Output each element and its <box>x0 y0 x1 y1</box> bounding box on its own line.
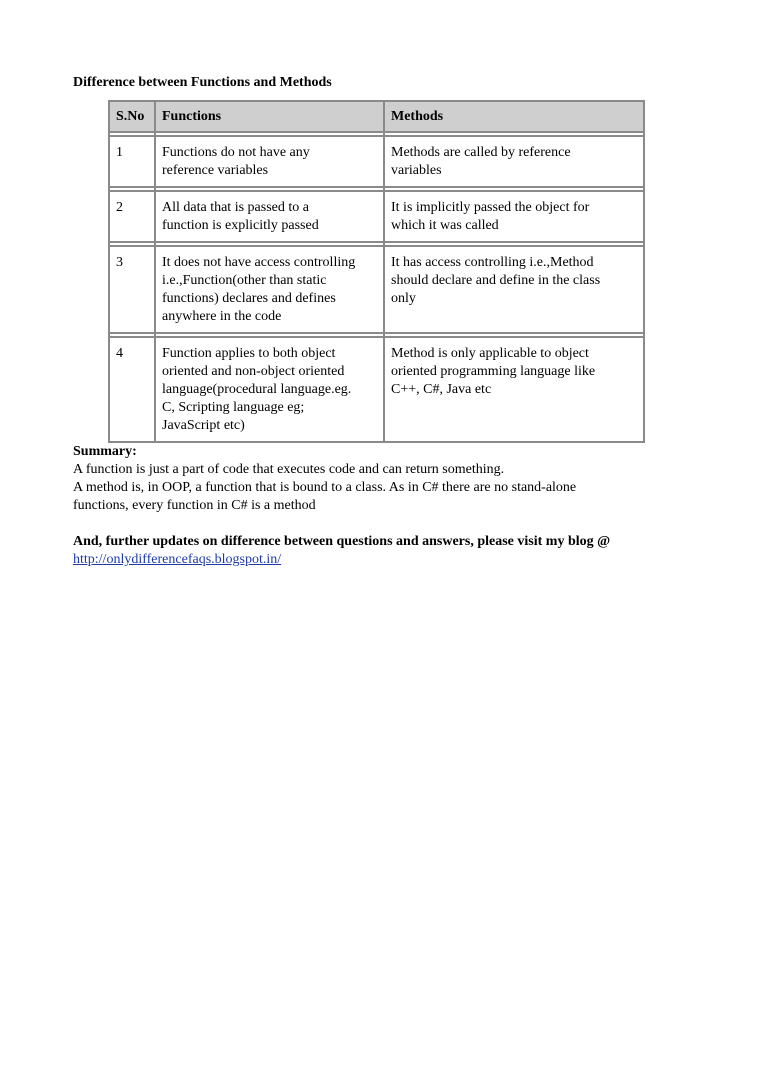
footer-note-text: And, further updates on difference between questions and answers, please visit my blog @ <box>73 534 611 549</box>
blog-link[interactable]: http://onlydifferencefaqs.blogspot.in/ <box>73 552 282 567</box>
document-title: Difference between Functions and Methods <box>73 75 332 90</box>
header-methods: Methods <box>384 101 644 132</box>
cell-methods: It is implicitly passed the object for which it was called <box>384 191 644 242</box>
cell-sno: 1 <box>109 136 155 187</box>
cell-functions: Functions do not have any reference variables <box>155 136 384 187</box>
table-row <box>109 136 644 187</box>
cell-functions: It does not have access controlling i.e.,Function(other than static functions) declares and defines anywhere in the code <box>155 246 384 333</box>
summary-heading: Summary: <box>73 444 137 459</box>
cell-sno: 2 <box>109 191 155 242</box>
table-header-row <box>109 101 644 132</box>
cell-methods: Methods are called by reference variables <box>384 136 644 187</box>
cell-methods: It has access controlling i.e.,Method should declare and define in the class only <box>384 246 644 333</box>
summary-line: A function is just a part of code that executes code and can return something. <box>73 462 505 477</box>
table-row <box>109 337 644 442</box>
comparison-table <box>108 100 645 443</box>
cell-functions: All data that is passed to a function is explicitly passed <box>155 191 384 242</box>
cell-methods: Method is only applicable to object oriented programming language like C++, C#, Java etc <box>384 337 644 442</box>
header-sno: S.No <box>109 101 155 132</box>
header-functions: Functions <box>155 101 384 132</box>
footer-note <box>73 533 713 569</box>
summary-line: A method is, in OOP, a function that is bound to a class. As in C# there are no stand-alone functions, every function in C# is a method <box>73 480 577 513</box>
summary-section <box>73 443 713 515</box>
cell-functions: Function applies to both object oriented and non-object oriented language(procedural language.eg. C, Scripting language eg; JavaScript etc) <box>155 337 384 442</box>
table-row <box>109 246 644 333</box>
table-row <box>109 191 644 242</box>
cell-sno: 3 <box>109 246 155 333</box>
cell-sno: 4 <box>109 337 155 442</box>
